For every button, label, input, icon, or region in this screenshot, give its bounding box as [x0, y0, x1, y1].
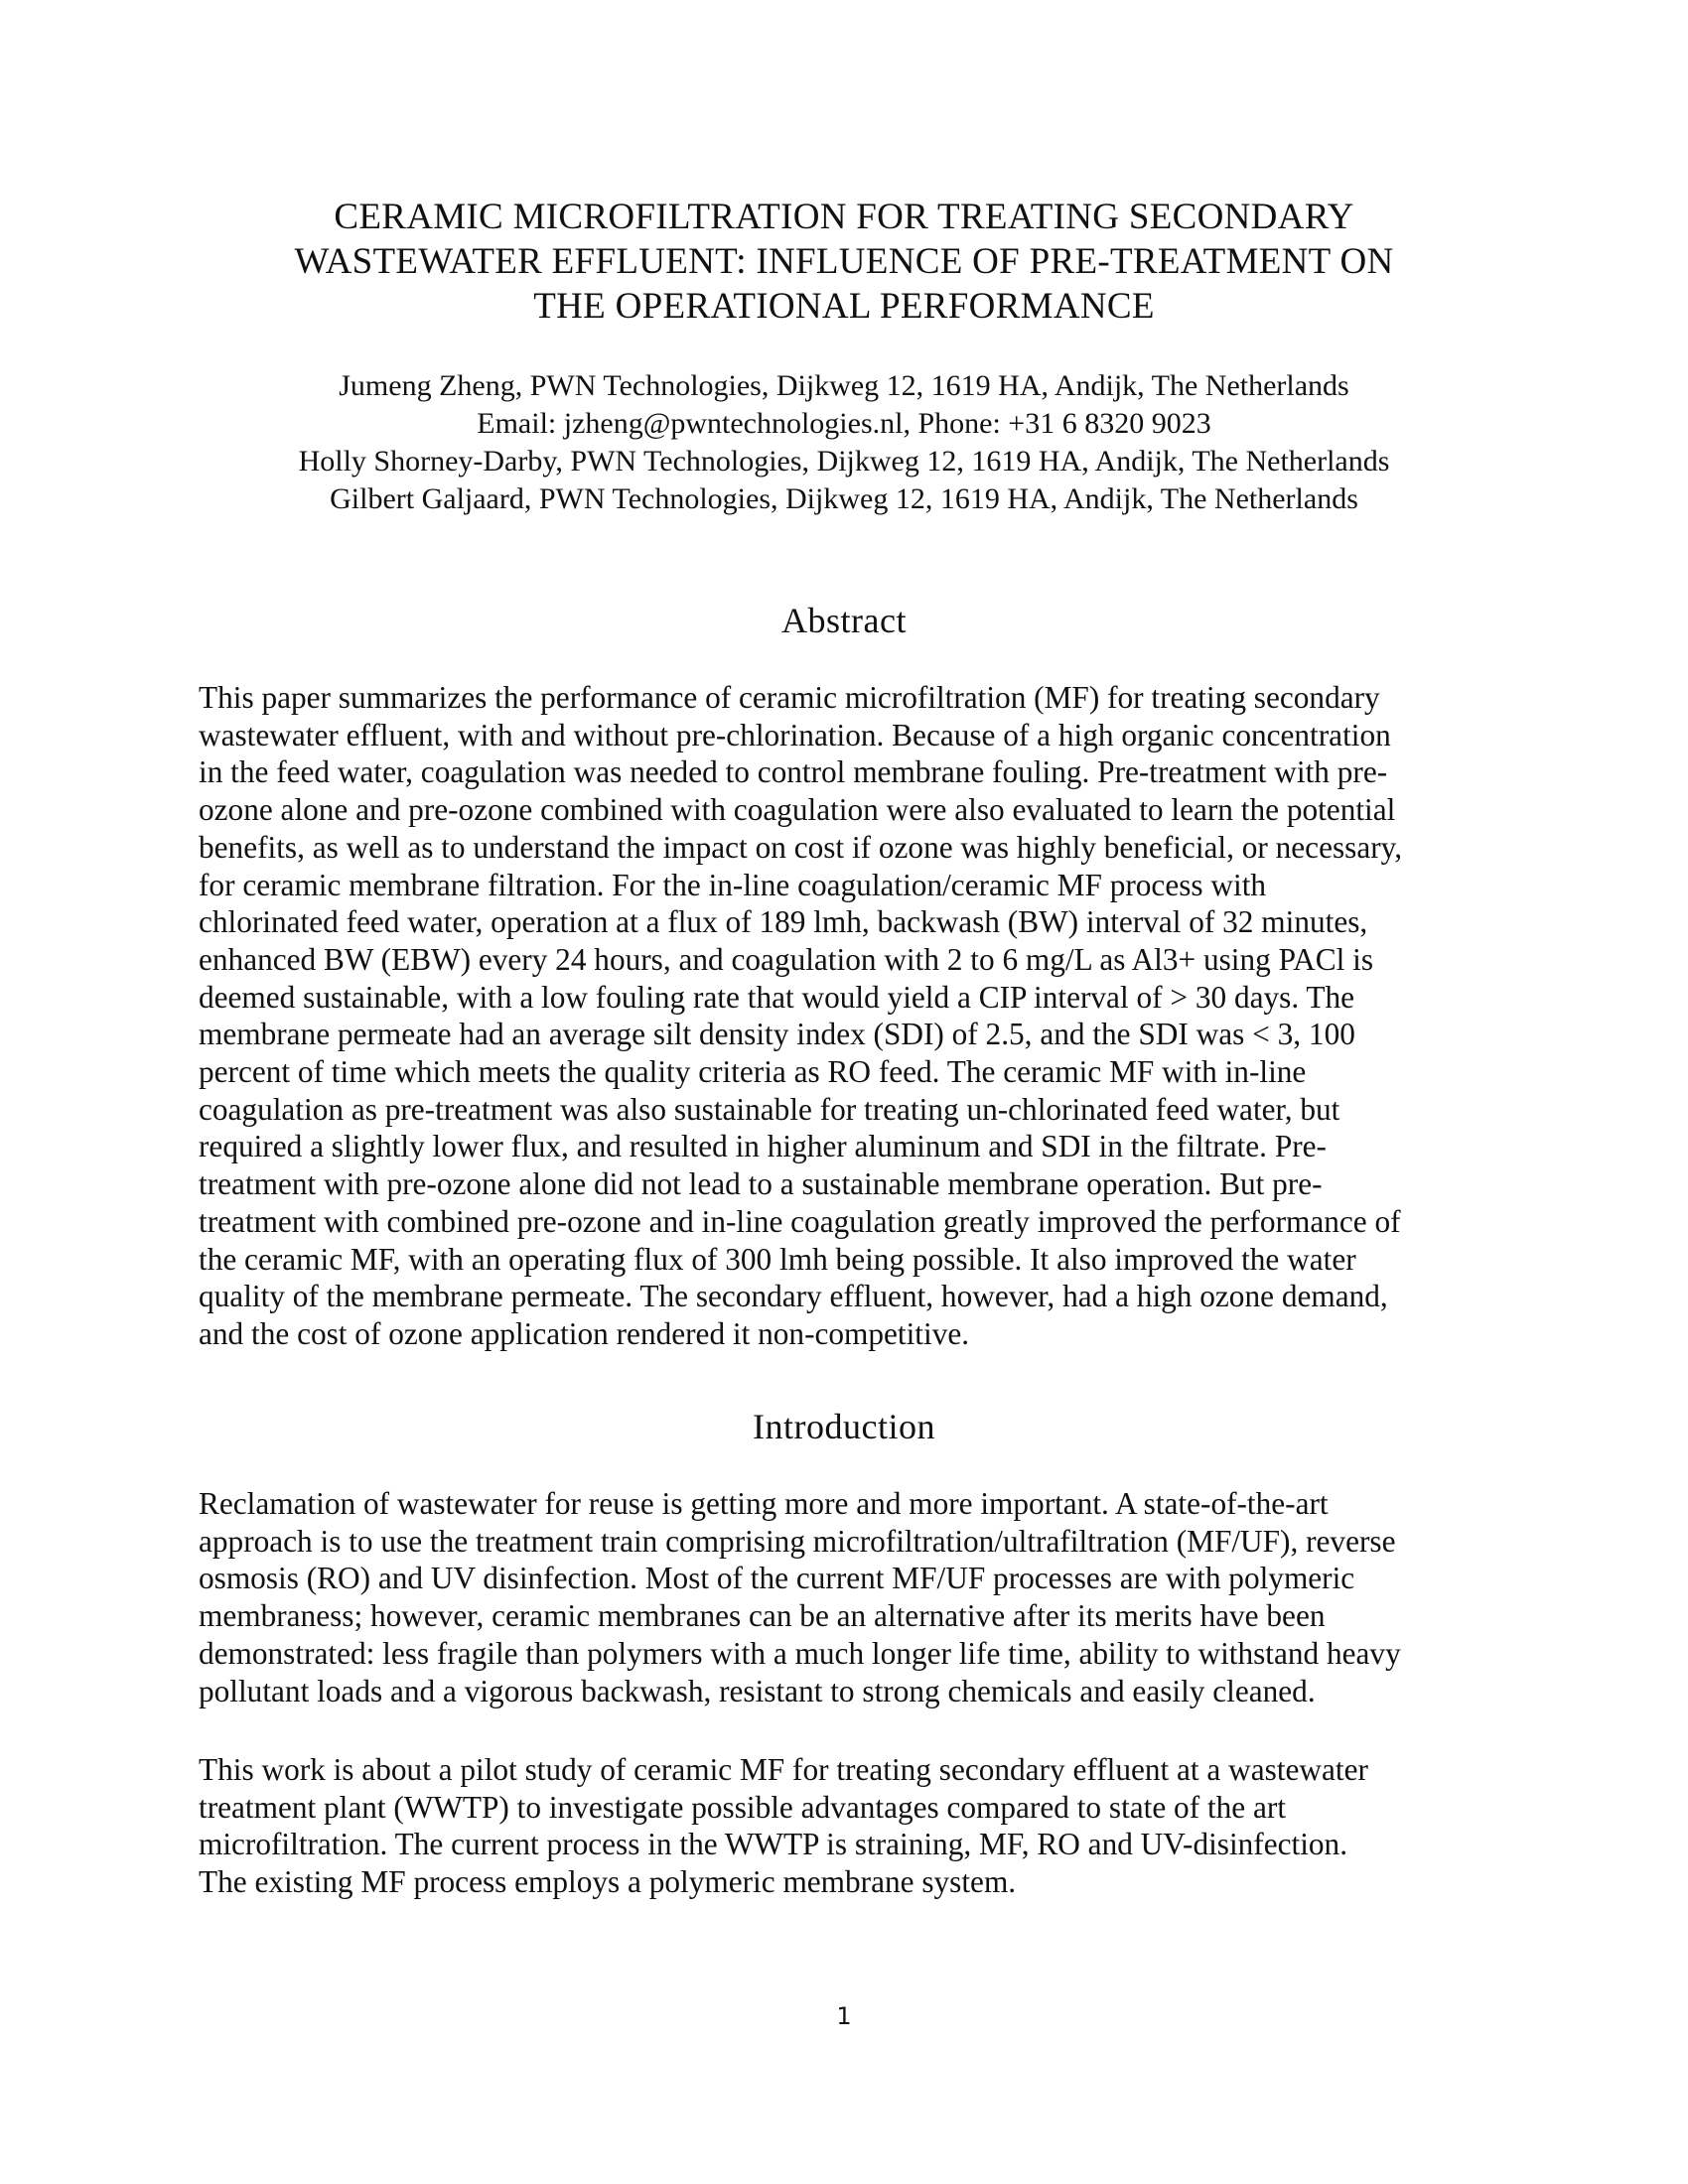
text-line: for ceramic membrane filtration. For the in-line coagulation/ceramic MF process with [199, 867, 1267, 902]
text-line: benefits, as well as to understand the impact on cost if ozone was highly beneficial, or necessary, [199, 829, 1403, 865]
text-line: percent of time which meets the quality criteria as RO feed. The ceramic MF with in-line [199, 1054, 1307, 1090]
text-line: membrane permeate had an average silt density index (SDI) of 2.5, and the SDI was < 3, 100 [199, 1017, 1355, 1052]
title-line: CERAMIC MICROFILTRATION FOR TREATING SECONDARY [334, 197, 1354, 237]
introduction-paragraph-2 [199, 1751, 1489, 1901]
text-line: membraness; however, ceramic membranes can be an alternative after its merits have been [199, 1598, 1326, 1634]
author-line: Holly Shorney-Darby, PWN Technologies, Dijkweg 12, 1619 HA, Andijk, The Netherlands [298, 445, 1390, 478]
text-line: microfiltration. The current process in the WWTP is straining, MF, RO and UV-disinfection. [199, 1827, 1348, 1862]
text-line: pollutant loads and a vigorous backwash, resistant to strong chemicals and easily cleaned. [199, 1673, 1316, 1708]
abstract-heading: Abstract [781, 601, 907, 640]
text-line: This work is about a pilot study of ceramic MF for treating secondary effluent at a wastewater [199, 1752, 1368, 1787]
text-line: approach is to use the treatment train comprising microfiltration/ultrafiltration (MF/UF), reverse [199, 1523, 1396, 1559]
text-line: quality of the membrane permeate. The secondary effluent, however, had a high ozone demand, [199, 1279, 1388, 1314]
author-line: Jumeng Zheng, PWN Technologies, Dijkweg 12, 1619 HA, Andijk, The Netherlands [339, 369, 1349, 402]
text-line: chlorinated feed water, operation at a flux of 189 lmh, backwash (BW) interval of 32 minutes, [199, 904, 1368, 940]
text-line: required a slightly lower flux, and resulted in higher aluminum and SDI in the filtrate. Pre- [199, 1129, 1327, 1164]
title-line: THE OPERATIONAL PERFORMANCE [533, 286, 1155, 327]
abstract-paragraph [199, 679, 1489, 1353]
text-line: This paper summarizes the performance of ceramic microfiltration (MF) for treating secondary [199, 680, 1380, 715]
text-line: the ceramic MF, with an operating flux of 300 lmh being possible. It also improved the water [199, 1241, 1356, 1277]
text-line: Reclamation of wastewater for reuse is getting more and more important. A state-of-the-art [199, 1486, 1329, 1521]
text-line: The existing MF process employs a polymeric membrane system. [199, 1864, 1017, 1900]
text-line: coagulation as pre-treatment was also sustainable for treating un-chlorinated feed water, but [199, 1091, 1340, 1127]
title-line: WASTEWATER EFFLUENT: INFLUENCE OF PRE-TREATMENT ON [294, 241, 1394, 282]
text-line: ozone alone and pre-ozone combined with coagulation were also evaluated to learn the potential [199, 792, 1396, 828]
author-contact-line: Email: jzheng@pwntechnologies.nl, Phone: +31 6 8320 9023 [477, 407, 1211, 440]
page-number: 1 [836, 2002, 852, 2030]
paper-title [0, 195, 1688, 329]
text-line: deemed sustainable, with a low fouling rate that would yield a CIP interval of > 30 days. The [199, 979, 1355, 1015]
author-block [0, 367, 1688, 518]
text-line: treatment plant (WWTP) to investigate possible advantages compared to state of the art [199, 1789, 1287, 1825]
text-line: demonstrated: less fragile than polymers with a much longer life time, ability to withstand heavy [199, 1635, 1401, 1671]
author-line: Gilbert Galjaard, PWN Technologies, Dijkweg 12, 1619 HA, Andijk, The Netherlands [330, 482, 1358, 515]
text-line: enhanced BW (EBW) every 24 hours, and coagulation with 2 to 6 mg/L as Al3+ using PACl is [199, 941, 1374, 977]
text-line: treatment with pre-ozone alone did not lead to a sustainable membrane operation. But pre- [199, 1166, 1323, 1202]
text-line: treatment with combined pre-ozone and in-line coagulation greatly improved the performance of [199, 1203, 1401, 1239]
introduction-paragraph-1 [199, 1485, 1489, 1709]
introduction-heading: Introduction [753, 1407, 935, 1446]
text-line: in the feed water, coagulation was needed to control membrane fouling. Pre-treatment with pre- [199, 754, 1388, 790]
text-line: wastewater effluent, with and without pre-chlorination. Because of a high organic concentration [199, 717, 1391, 752]
text-line: and the cost of ozone application rendered it non-competitive. [199, 1315, 970, 1351]
text-line: osmosis (RO) and UV disinfection. Most of the current MF/UF processes are with polymeric [199, 1561, 1355, 1596]
